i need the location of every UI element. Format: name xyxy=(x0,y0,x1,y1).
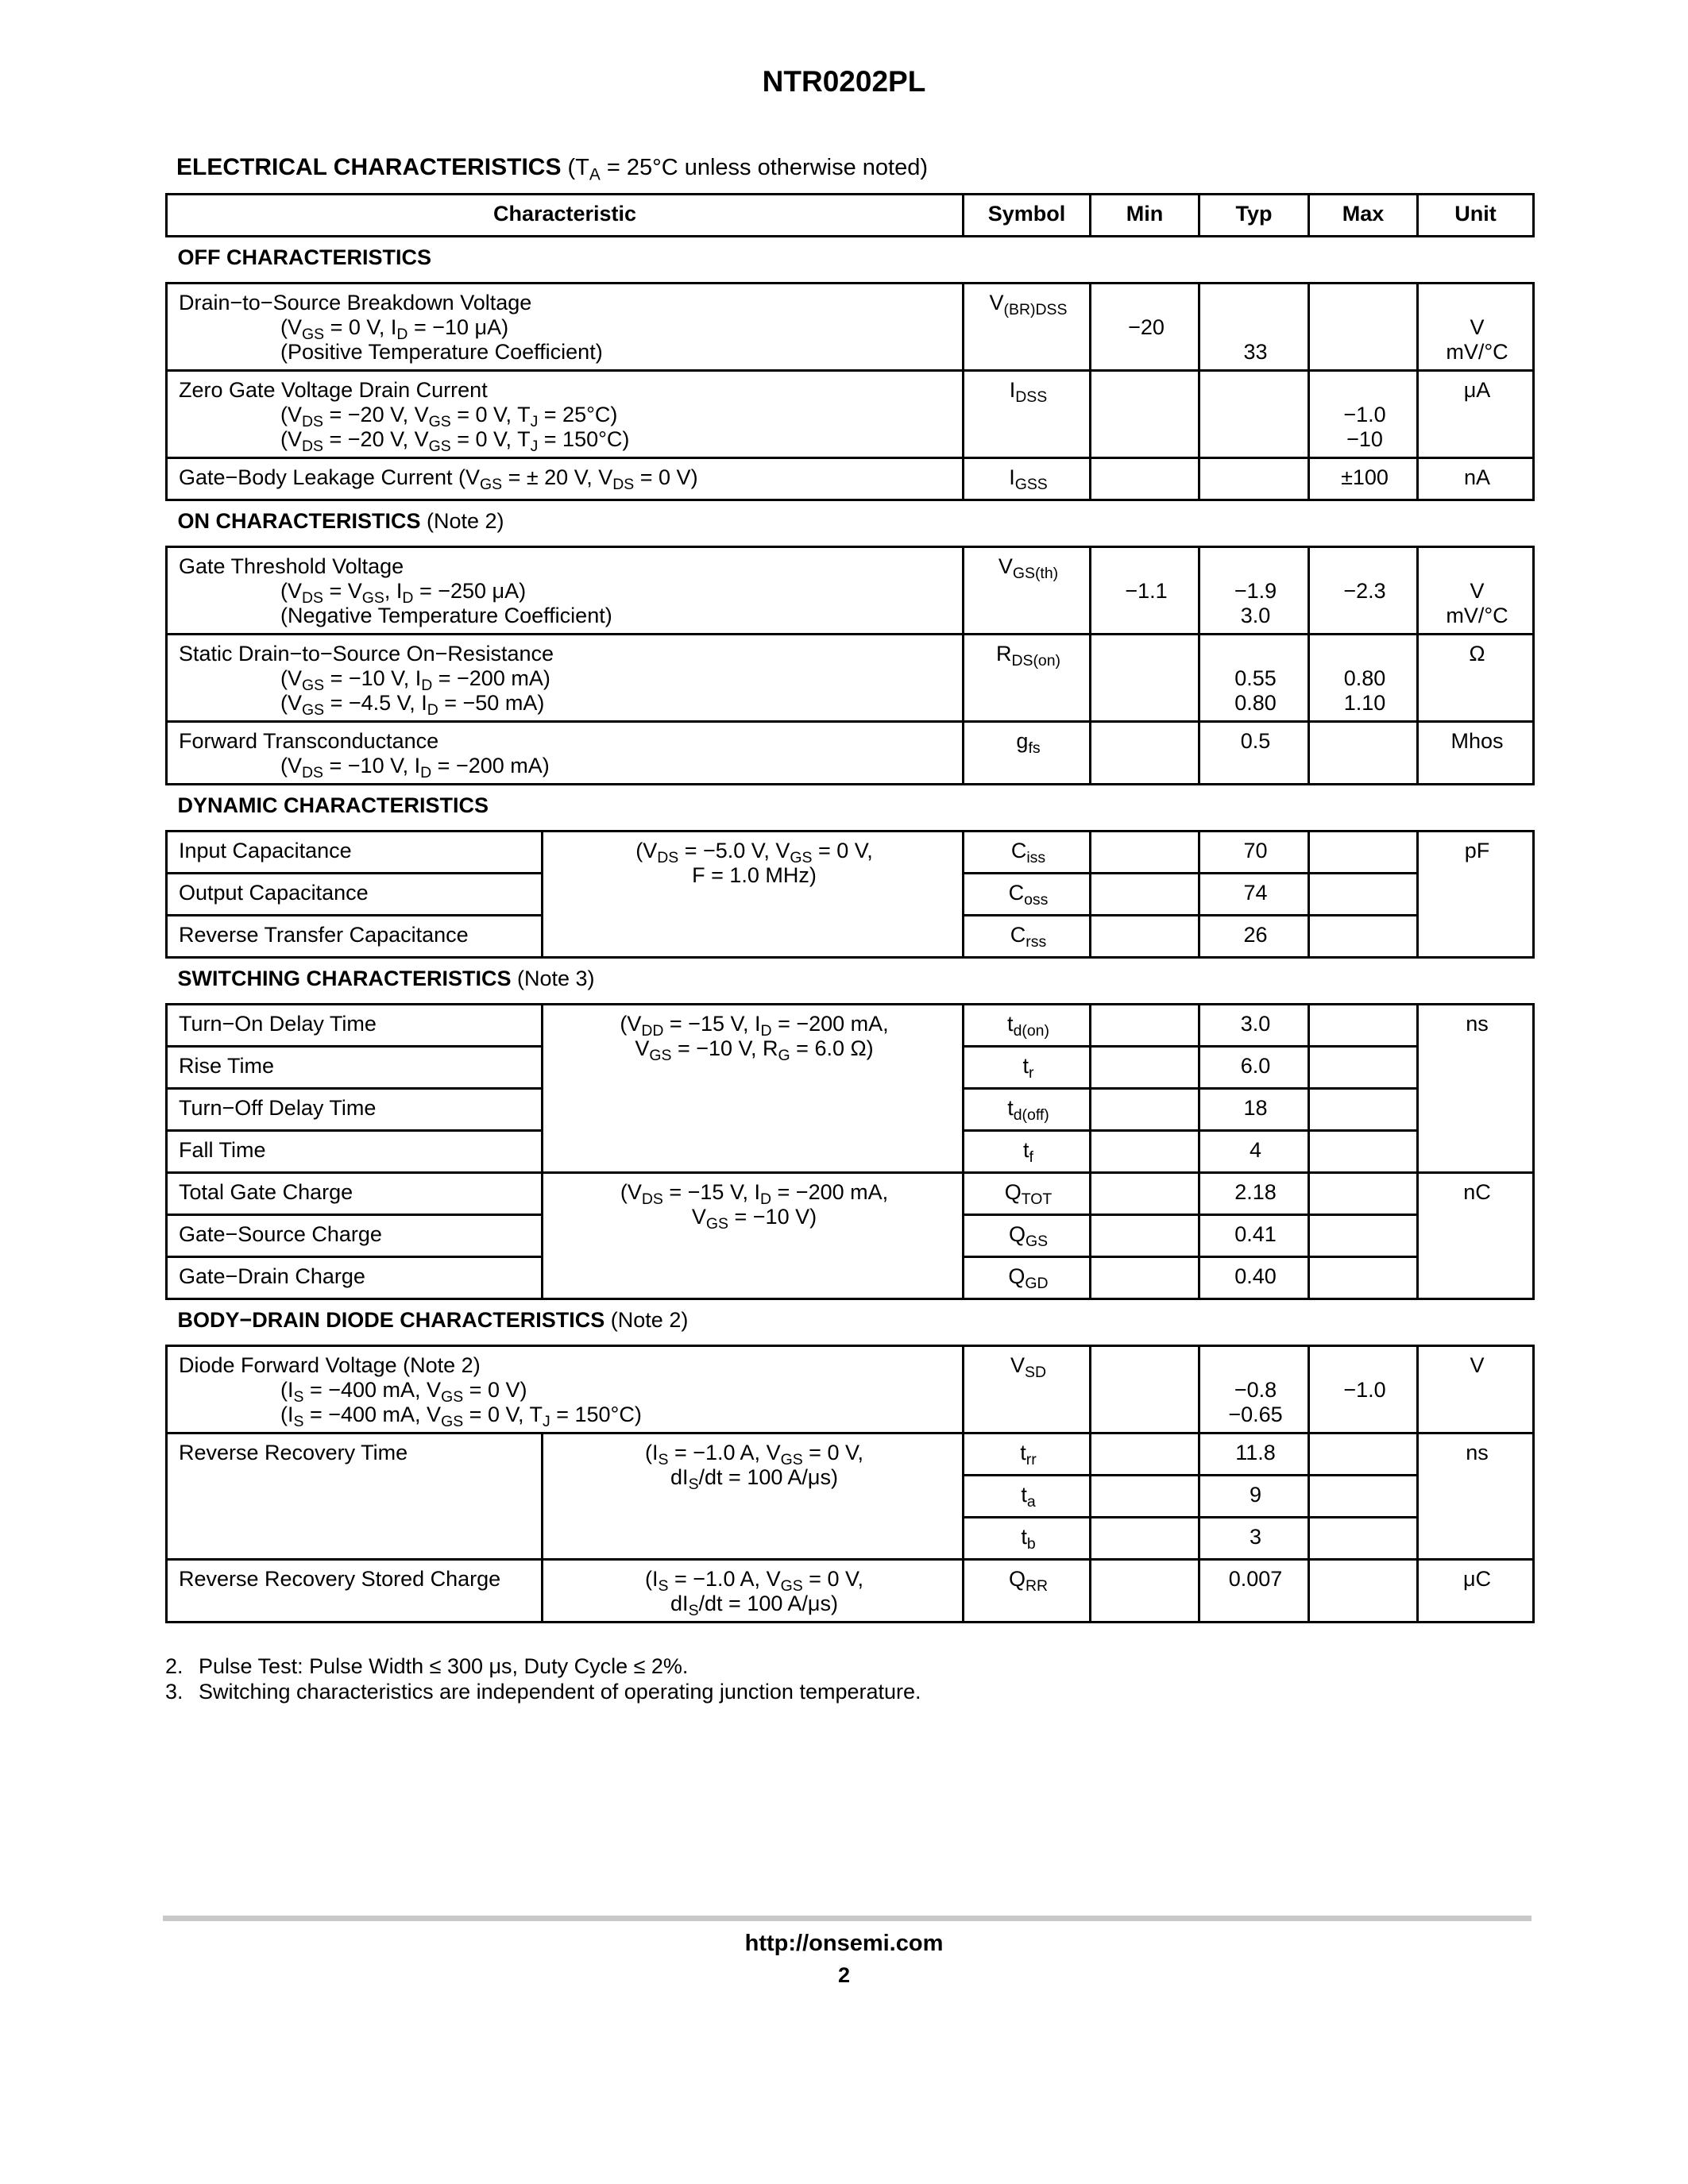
table-row xyxy=(167,284,1534,371)
max-cell xyxy=(1309,832,1418,874)
symbol-cell: $V_{SD}$ xyxy=(964,1346,1091,1433)
min-cell xyxy=(1091,1173,1199,1215)
unit-cell: ns xyxy=(1418,1005,1534,1173)
min-cell xyxy=(1091,916,1199,958)
section-row-switching: SWITCHING CHARACTERISTICS (Note 3) xyxy=(167,958,1534,1005)
typ-cell: 4 xyxy=(1199,1131,1309,1173)
characteristic-cell: Reverse Recovery Stored Charge xyxy=(167,1560,543,1623)
min-cell xyxy=(1091,1047,1199,1089)
symbol-cell: $V_{GS(th)}$ xyxy=(964,547,1091,635)
typ-cell: 33 xyxy=(1199,284,1309,371)
characteristic-cell: Gate−Source Charge xyxy=(167,1215,543,1257)
characteristic-cell: Total Gate Charge xyxy=(167,1173,543,1215)
symbol-cell: $R_{DS(on)}$ xyxy=(964,635,1091,722)
typ-cell: 70 xyxy=(1199,832,1309,874)
typ-cell: 0.40 xyxy=(1199,1257,1309,1299)
header-characteristic: Characteristic xyxy=(167,195,964,237)
symbol-cell: $C_{iss}$ xyxy=(964,832,1091,874)
electrical-characteristics-table xyxy=(165,193,1535,1623)
max-cell xyxy=(1309,1257,1418,1299)
max-cell xyxy=(1309,722,1418,785)
unit-cell: pF xyxy=(1418,832,1534,958)
max-cell xyxy=(1309,916,1418,958)
unit-cell: V mV/°C xyxy=(1418,284,1534,371)
min-cell xyxy=(1091,1560,1199,1623)
min-cell xyxy=(1091,371,1199,458)
footer-divider xyxy=(163,1916,1532,1921)
max-cell xyxy=(1309,1560,1418,1623)
max-cell xyxy=(1309,1173,1418,1215)
max-cell xyxy=(1309,1047,1418,1089)
characteristic-cell: Static Drain−to−Source On−Resistance ($V_{GS} = -10$ V, $I_D = -200$ mA) ($V_{GS} = -4.5$ V, $I_D = -50$ mA) xyxy=(167,635,964,722)
symbol-cell: $Q_{GS}$ xyxy=(964,1215,1091,1257)
unit-cell: Ω xyxy=(1418,635,1534,722)
section-row-on: ON CHARACTERISTICS (Note 2) xyxy=(167,500,1534,547)
test-condition-cell: ($I_S = -1.0$ A, $V_{GS} = 0$ V, $dI_S/dt = 100$ A/μs) xyxy=(543,1560,964,1623)
min-cell: −20 xyxy=(1091,284,1199,371)
table-row xyxy=(167,547,1534,635)
max-cell: 0.80 1.10 xyxy=(1309,635,1418,722)
table-row xyxy=(167,1173,1534,1215)
symbol-cell: $C_{rss}$ xyxy=(964,916,1091,958)
typ-cell: 2.18 xyxy=(1199,1173,1309,1215)
characteristic-cell: Forward Transconductance ($V_{DS} = -10$ V, $I_D = -200$ mA) xyxy=(167,722,964,785)
max-cell xyxy=(1309,1005,1418,1047)
typ-cell: 9 xyxy=(1199,1476,1309,1518)
test-condition-cell: ($V_{DD} = -15$ V, $I_D = -200$ mA, $V_{GS} = -10$ V, $R_G = 6.0$ Ω) xyxy=(543,1005,964,1173)
min-cell xyxy=(1091,1518,1199,1560)
section-row-dynamic: DYNAMIC CHARACTERISTICS xyxy=(167,785,1534,832)
footnote: 2. Pulse Test: Pulse Width ≤ 300 μs, Duty Cycle ≤ 2%. xyxy=(165,1654,689,1678)
section-title: ELECTRICAL CHARACTERISTICS ($T_A = 25^\circ C$ unless otherwise noted) xyxy=(176,154,929,184)
unit-cell: nC xyxy=(1418,1173,1534,1299)
characteristic-cell: Output Capacitance xyxy=(167,874,543,916)
max-cell xyxy=(1309,1433,1418,1476)
footer-url[interactable]: http://onsemi.com xyxy=(744,1931,944,1956)
characteristic-cell: Reverse Recovery Time xyxy=(167,1433,543,1560)
characteristic-cell: Zero Gate Voltage Drain Current ($V_{DS} = -20$ V, $V_{GS} = 0$ V, $T_J = 25^\circ C$) ($V_{DS} = -20$ V, $V_{GS} = 0$ V, $T_J = 150^\circ C$) xyxy=(167,371,964,458)
table-row xyxy=(167,1346,1534,1433)
symbol-cell: $g_{fs}$ xyxy=(964,722,1091,785)
symbol-cell: $t_a$ xyxy=(964,1476,1091,1518)
symbol-cell: $Q_{GD}$ xyxy=(964,1257,1091,1299)
symbol-cell: $I_{DSS}$ xyxy=(964,371,1091,458)
table-row xyxy=(167,635,1534,722)
max-cell xyxy=(1309,874,1418,916)
unit-cell: μA xyxy=(1418,371,1534,458)
min-cell xyxy=(1091,635,1199,722)
symbol-cell: $Q_{RR}$ xyxy=(964,1560,1091,1623)
table-row xyxy=(167,832,1534,874)
max-cell: −1.0 xyxy=(1309,1346,1418,1433)
table-row xyxy=(167,1005,1534,1047)
symbol-cell: $C_{oss}$ xyxy=(964,874,1091,916)
typ-cell: 74 xyxy=(1199,874,1309,916)
typ-cell: 3 xyxy=(1199,1518,1309,1560)
table-row xyxy=(167,1433,1534,1476)
characteristic-cell: Gate Threshold Voltage ($V_{DS} = V_{GS}$, $I_D = -250$ μA) (Negative Temperature Coefficient) xyxy=(167,547,964,635)
test-condition-cell: ($V_{DS} = -5.0$ V, $V_{GS} = 0$ V, F = 1.0 MHz) xyxy=(543,832,964,958)
characteristic-cell: Fall Time xyxy=(167,1131,543,1173)
characteristic-cell: Input Capacitance xyxy=(167,832,543,874)
typ-cell xyxy=(1199,458,1309,500)
symbol-cell: $t_{d(on)}$ xyxy=(964,1005,1091,1047)
characteristic-cell: Rise Time xyxy=(167,1047,543,1089)
typ-cell: −1.9 3.0 xyxy=(1199,547,1309,635)
min-cell xyxy=(1091,722,1199,785)
header-min: Min xyxy=(1091,195,1199,237)
max-cell xyxy=(1309,1089,1418,1131)
min-cell xyxy=(1091,458,1199,500)
characteristic-cell: Drain−to−Source Breakdown Voltage ($V_{GS} = 0$ V, $I_D = -10$ μA) (Positive Temperature Coefficient) xyxy=(167,284,964,371)
symbol-cell: $Q_{TOT}$ xyxy=(964,1173,1091,1215)
header-typ: Typ xyxy=(1199,195,1309,237)
min-cell: −1.1 xyxy=(1091,547,1199,635)
min-cell xyxy=(1091,1433,1199,1476)
table-row xyxy=(167,458,1534,500)
characteristic-cell: Gate−Body Leakage Current ($V_{GS}$ = ± 20 V, $V_{DS} = 0$ V) xyxy=(167,458,964,500)
max-cell: −2.3 xyxy=(1309,547,1418,635)
unit-cell: nA xyxy=(1418,458,1534,500)
typ-cell: 0.55 0.80 xyxy=(1199,635,1309,722)
typ-cell: 0.007 xyxy=(1199,1560,1309,1623)
symbol-cell: $V_{(BR)DSS}$ xyxy=(964,284,1091,371)
section-row-body-diode: BODY−DRAIN DIODE CHARACTERISTICS (Note 2) xyxy=(167,1299,1534,1346)
characteristic-cell: Gate−Drain Charge xyxy=(167,1257,543,1299)
section-row-off: OFF CHARACTERISTICS xyxy=(167,237,1534,284)
test-condition-cell: ($V_{DS} = -15$ V, $I_D = -200$ mA, $V_{GS} = -10$ V) xyxy=(543,1173,964,1299)
min-cell xyxy=(1091,1257,1199,1299)
typ-cell: 26 xyxy=(1199,916,1309,958)
table-row xyxy=(167,722,1534,785)
typ-cell xyxy=(1199,371,1309,458)
typ-cell: 0.41 xyxy=(1199,1215,1309,1257)
typ-cell: 0.5 xyxy=(1199,722,1309,785)
max-cell xyxy=(1309,1476,1418,1518)
symbol-cell: $t_{d(off)}$ xyxy=(964,1089,1091,1131)
max-cell: −1.0 −10 xyxy=(1309,371,1418,458)
unit-cell: μC xyxy=(1418,1560,1534,1623)
max-cell xyxy=(1309,1215,1418,1257)
unit-cell: V mV/°C xyxy=(1418,547,1534,635)
table-header-row xyxy=(167,195,1534,237)
max-cell xyxy=(1309,1131,1418,1173)
header-unit: Unit xyxy=(1418,195,1534,237)
unit-cell: ns xyxy=(1418,1433,1534,1560)
max-cell xyxy=(1309,284,1418,371)
table-row xyxy=(167,371,1534,458)
header-symbol: Symbol xyxy=(964,195,1091,237)
typ-cell: −0.8 −0.65 xyxy=(1199,1346,1309,1433)
unit-cell: V xyxy=(1418,1346,1534,1433)
characteristic-cell: Reverse Transfer Capacitance xyxy=(167,916,543,958)
symbol-cell: $t_r$ xyxy=(964,1047,1091,1089)
max-cell xyxy=(1309,1518,1418,1560)
footnotes xyxy=(165,1653,921,1704)
min-cell xyxy=(1091,1005,1199,1047)
min-cell xyxy=(1091,1131,1199,1173)
max-cell: ±100 xyxy=(1309,458,1418,500)
typ-cell: 6.0 xyxy=(1199,1047,1309,1089)
min-cell xyxy=(1091,1089,1199,1131)
table-row xyxy=(167,1560,1534,1623)
min-cell xyxy=(1091,1215,1199,1257)
test-condition-cell: ($I_S = -1.0$ A, $V_{GS} = 0$ V, $dI_S/dt = 100$ A/μs) xyxy=(543,1433,964,1560)
page-number: 2 xyxy=(837,1963,851,1987)
header-max: Max xyxy=(1309,195,1418,237)
page-title: NTR0202PL xyxy=(762,65,926,98)
typ-cell: 18 xyxy=(1199,1089,1309,1131)
symbol-cell: $t_{rr}$ xyxy=(964,1433,1091,1476)
footnote: 3. Switching characteristics are independent of operating junction temperature. xyxy=(165,1680,921,1704)
unit-cell: Mhos xyxy=(1418,722,1534,785)
characteristic-cell: Turn−Off Delay Time xyxy=(167,1089,543,1131)
characteristic-cell: Diode Forward Voltage (Note 2) ($I_S = -400$ mA, $V_{GS} = 0$ V) ($I_S = -400$ mA, $V_{GS} = 0$ V, $T_J = 150^\circ C$) xyxy=(167,1346,964,1433)
min-cell xyxy=(1091,1346,1199,1433)
symbol-cell: $I_{GSS}$ xyxy=(964,458,1091,500)
min-cell xyxy=(1091,832,1199,874)
symbol-cell: $t_b$ xyxy=(964,1518,1091,1560)
typ-cell: 3.0 xyxy=(1199,1005,1309,1047)
min-cell xyxy=(1091,1476,1199,1518)
characteristic-cell: Turn−On Delay Time xyxy=(167,1005,543,1047)
min-cell xyxy=(1091,874,1199,916)
typ-cell: 11.8 xyxy=(1199,1433,1309,1476)
symbol-cell: $t_f$ xyxy=(964,1131,1091,1173)
